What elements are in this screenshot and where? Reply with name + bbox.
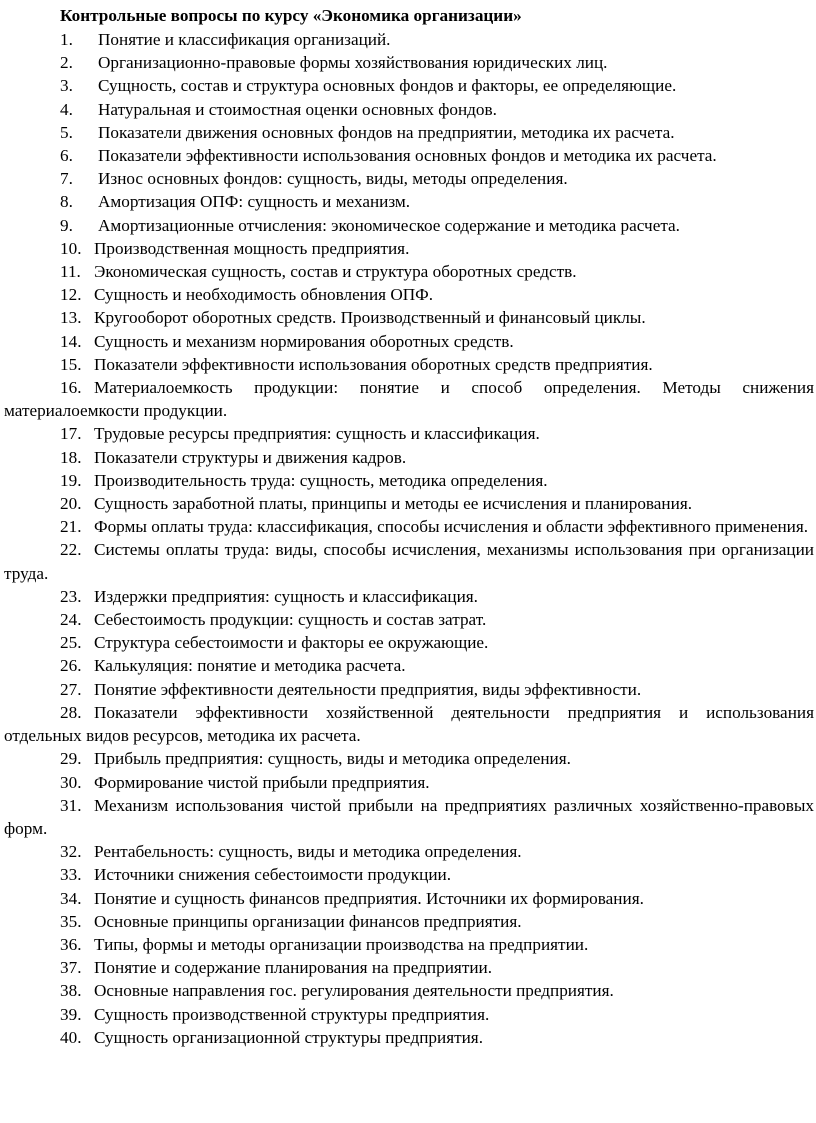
- question-text: Амортизационные отчисления: экономическое содержание и методика расчета.: [98, 215, 680, 235]
- question-number: 4.: [60, 99, 73, 119]
- question-item: [4, 74, 814, 97]
- questions-list: [4, 28, 814, 1049]
- question-item: [4, 1026, 814, 1049]
- question-item: [4, 771, 814, 794]
- question-text: Износ основных фондов: сущность, виды, методы определения.: [98, 169, 568, 189]
- question-item: [4, 933, 814, 956]
- question-number: 25.: [60, 633, 82, 653]
- question-text: Показатели структуры и движения кадров.: [94, 447, 407, 467]
- question-text: Основные направления гос. регулирования деятельности предприятия.: [94, 981, 614, 1001]
- question-number: 28.: [60, 702, 82, 722]
- question-number: 10.: [60, 238, 82, 258]
- question-text: Сущность и необходимость обновления ОПФ.: [94, 285, 434, 305]
- question-number: 14.: [60, 331, 82, 351]
- question-number: 13.: [60, 308, 82, 328]
- question-text: Экономическая сущность, состав и структура оборотных средств.: [94, 262, 577, 282]
- question-item: [4, 654, 814, 677]
- question-item: [4, 515, 814, 538]
- question-text: Производственная мощность предприятия.: [94, 238, 410, 258]
- question-text: Кругооборот оборотных средств. Производственный и финансовый циклы.: [94, 308, 646, 328]
- question-item: [4, 167, 814, 190]
- question-number: 3.: [60, 76, 73, 96]
- question-text: Рентабельность: сущность, виды и методика определения.: [94, 842, 522, 862]
- question-number: 34.: [60, 888, 82, 908]
- question-number: 11.: [60, 262, 81, 282]
- question-number: 27.: [60, 679, 82, 699]
- question-number: 22.: [60, 540, 82, 560]
- question-text: Источники снижения себестоимости продукции.: [94, 865, 452, 885]
- question-text: Показатели движения основных фондов на предприятии, методика их расчета.: [98, 122, 675, 142]
- question-text: Амортизация ОПФ: сущность и механизм.: [98, 192, 411, 212]
- question-number: 39.: [60, 1004, 82, 1024]
- question-number: 8.: [60, 192, 73, 212]
- question-number: 1.: [60, 30, 73, 49]
- question-item: [4, 538, 814, 584]
- question-number: 37.: [60, 958, 82, 978]
- question-item: [4, 190, 814, 213]
- question-text: Показатели эффективности использования оборотных средств предприятия.: [94, 354, 653, 374]
- question-text: Натуральная и стоимостная оценки основных фондов.: [98, 99, 497, 119]
- question-number: 35.: [60, 911, 82, 931]
- question-item: [4, 144, 814, 167]
- question-text: Сущность производственной структуры предприятия.: [94, 1004, 490, 1024]
- question-text: Организационно-правовые формы хозяйствования юридических лиц.: [98, 53, 608, 73]
- question-item: [4, 353, 814, 376]
- question-item: [4, 306, 814, 329]
- question-item: [4, 51, 814, 74]
- question-item: [4, 214, 814, 237]
- question-item: [4, 794, 814, 840]
- question-number: 2.: [60, 53, 73, 73]
- question-item: [4, 492, 814, 515]
- question-item: [4, 237, 814, 260]
- question-item: [4, 979, 814, 1002]
- question-item: [4, 330, 814, 353]
- question-number: 26.: [60, 656, 82, 676]
- question-number: 31.: [60, 795, 82, 815]
- question-item: [4, 422, 814, 445]
- question-item: [4, 840, 814, 863]
- question-text: Показатели эффективности использования основных фондов и методика их расчета.: [98, 146, 717, 166]
- question-item: [4, 910, 814, 933]
- question-item: [4, 1003, 814, 1026]
- question-item: [4, 98, 814, 121]
- question-text: Формирование чистой прибыли предприятия.: [94, 772, 430, 792]
- question-item: [4, 446, 814, 469]
- question-number: 5.: [60, 122, 73, 142]
- question-number: 16.: [60, 378, 82, 398]
- question-item: [4, 631, 814, 654]
- question-text: Показатели эффективности хозяйственной деятельности предприятия и использования отдельных видов ресурсов, методика их расчета.: [4, 702, 814, 746]
- question-number: 20.: [60, 494, 82, 514]
- question-text: Материалоемкость продукции: понятие и способ определения. Методы снижения материалоемкости продукции.: [4, 378, 814, 421]
- question-text: Прибыль предприятия: сущность, виды и методика определения.: [94, 749, 571, 769]
- question-text: Издержки предприятия: сущность и классификация.: [94, 586, 478, 606]
- question-text: Трудовые ресурсы предприятия: сущность и классификация.: [94, 424, 540, 444]
- question-text: Основные принципы организации финансов предприятия.: [94, 911, 522, 931]
- question-text: Понятие и классификация организаций.: [98, 30, 391, 49]
- question-text: Типы, формы и методы организации производства на предприятии.: [94, 934, 589, 954]
- document-title: Контрольные вопросы по курсу «Экономика организации»: [60, 6, 522, 25]
- question-text: Понятие эффективности деятельности предприятия, виды эффективности.: [94, 679, 642, 699]
- question-item: [4, 121, 814, 144]
- question-number: 38.: [60, 981, 82, 1001]
- question-number: 9.: [60, 215, 73, 235]
- question-item: [4, 585, 814, 608]
- question-number: 33.: [60, 865, 82, 885]
- question-item: [4, 747, 814, 770]
- question-number: 30.: [60, 772, 82, 792]
- question-number: 36.: [60, 934, 82, 954]
- question-number: 12.: [60, 285, 82, 305]
- question-item: [4, 28, 814, 51]
- question-text: Сущность заработной платы, принципы и методы ее исчисления и планирования.: [94, 494, 693, 514]
- question-item: [4, 260, 814, 283]
- question-text: Себестоимость продукции: сущность и состав затрат.: [94, 610, 487, 630]
- question-number: 32.: [60, 842, 82, 862]
- question-number: 23.: [60, 586, 82, 606]
- question-text: Понятие и сущность финансов предприятия. Источники их формирования.: [94, 888, 644, 908]
- question-number: 17.: [60, 424, 82, 444]
- question-text: Сущность и механизм нормирования оборотных средств.: [94, 331, 514, 351]
- question-number: 29.: [60, 749, 82, 769]
- question-number: 18.: [60, 447, 82, 467]
- question-item: [4, 678, 814, 701]
- question-text: Формы оплаты труда: классификация, способы исчисления и области эффективного применения.: [94, 517, 809, 537]
- question-item: [4, 956, 814, 979]
- question-text: Сущность организационной структуры предприятия.: [94, 1027, 484, 1047]
- question-text: Производительность труда: сущность, методика определения.: [94, 470, 548, 490]
- question-item: [4, 469, 814, 492]
- question-item: [4, 608, 814, 631]
- question-item: [4, 863, 814, 886]
- question-text: Механизм использования чистой прибыли на предприятиях различных хозяйственно-правовых форм.: [4, 795, 814, 838]
- question-number: 15.: [60, 354, 82, 374]
- question-text: Понятие и содержание планирования на предприятии.: [94, 958, 493, 978]
- question-number: 7.: [60, 169, 73, 189]
- question-number: 40.: [60, 1027, 82, 1047]
- question-number: 19.: [60, 470, 82, 490]
- question-text: Калькуляция: понятие и методика расчета.: [94, 656, 406, 676]
- question-text: Сущность, состав и структура основных фондов и факторы, ее определяющие.: [98, 76, 677, 96]
- question-text: Структура себестоимости и факторы ее окружающие.: [94, 633, 489, 653]
- question-item: [4, 283, 814, 306]
- question-item: [4, 887, 814, 910]
- question-number: 21.: [60, 517, 82, 537]
- question-number: 24.: [60, 610, 82, 630]
- question-text: Системы оплаты труда: виды, способы исчисления, механизмы использования при организации труда.: [4, 540, 814, 583]
- question-number: 6.: [60, 146, 73, 166]
- question-item: [4, 376, 814, 422]
- question-item: [4, 701, 814, 747]
